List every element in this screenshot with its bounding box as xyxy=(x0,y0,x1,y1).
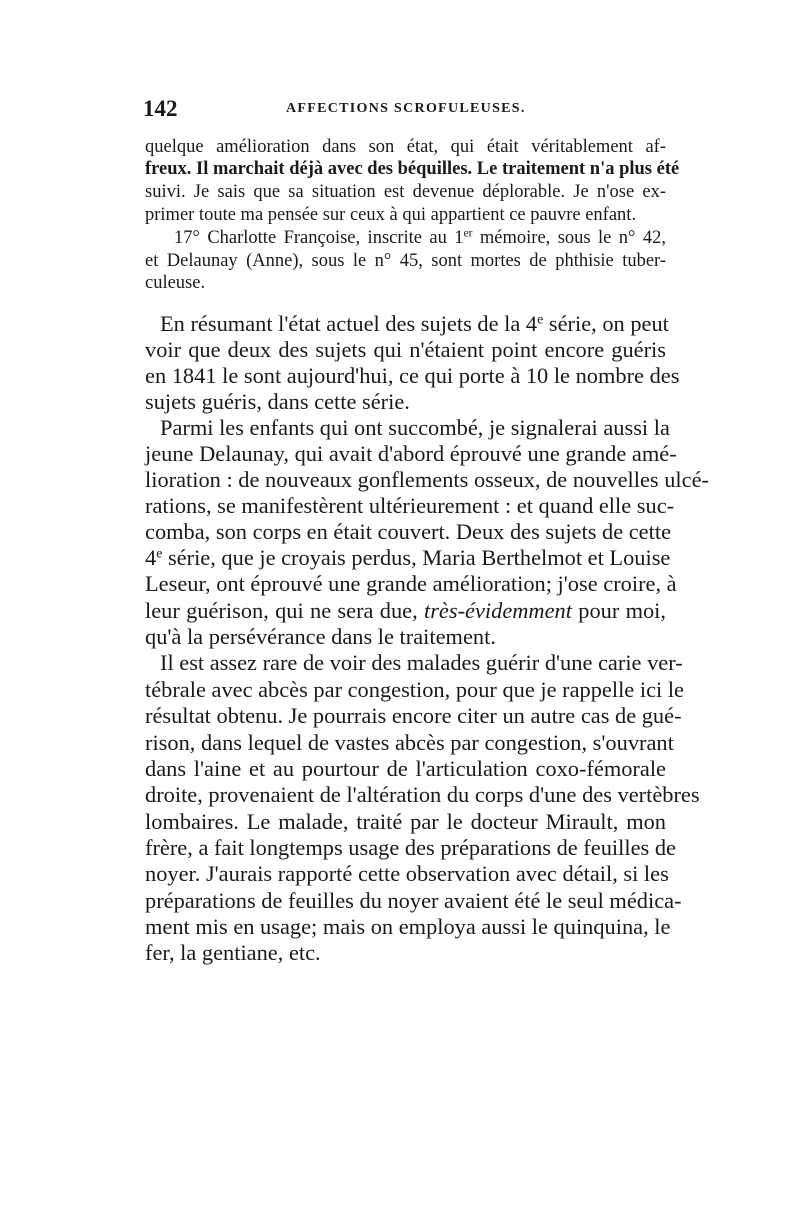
text-line: préparations de feuilles du noyer avaient été le seul médica- xyxy=(145,888,682,913)
text-line xyxy=(160,311,669,337)
text-line: rison, dans lequel de vastes abcès par congestion, s'ouvrant xyxy=(145,730,674,755)
text-line: droite, provenaient de l'altération du corps d'une des vertèbres xyxy=(145,782,700,807)
page-number: 142 xyxy=(143,96,178,121)
text-segment: mémoire, sous le n° 42, xyxy=(472,228,666,248)
text-segment: 17° Charlotte Françoise, inscrite au 1 xyxy=(174,228,464,248)
superscript: er xyxy=(463,227,473,240)
text-line xyxy=(145,598,666,624)
text-line: fer, la gentiane, etc. xyxy=(145,940,321,965)
superscript: e xyxy=(156,546,163,562)
text-line xyxy=(145,545,671,571)
text-segment: pour moi, xyxy=(571,598,667,623)
text-line: quelque amélioration dans son état, qui était véritablement af- xyxy=(145,137,666,157)
text-line: résultat obtenu. Je pourrais encore citer un autre cas de gué- xyxy=(145,703,682,728)
text-segment: série, on peut xyxy=(543,311,669,336)
text-line: frère, a fait longtemps usage des préparations de feuilles de xyxy=(145,835,676,860)
text-segment: série, que je croyais perdus, Maria Berthelmot et Louise xyxy=(162,545,671,570)
text-line: lioration : de nouveaux gonflements osseux, de nouvelles ulcé- xyxy=(145,467,709,492)
text-line: jeune Delaunay, qui avait d'abord éprouvé une grande amé- xyxy=(145,441,677,466)
text-line: voir que deux des sujets qui n'étaient point encore guéris xyxy=(145,337,666,362)
running-head: AFFECTIONS SCROFULEUSES. xyxy=(286,101,526,116)
text-line: Il est assez rare de voir des malades guérir d'une carie ver- xyxy=(160,650,683,675)
text-segment: En résumant l'état actuel des sujets de la 4 xyxy=(160,311,538,336)
text-line: lombaires. Le malade, traité par le docteur Mirault, mon xyxy=(145,809,666,834)
text-line: tébrale avec abcès par congestion, pour que je rappelle ici le xyxy=(145,677,684,702)
text-line: noyer. J'aurais rapporté cette observation avec détail, si les xyxy=(145,861,669,886)
text-line: qu'à la persévérance dans le traitement. xyxy=(145,624,496,649)
text-line: Leseur, ont éprouvé une grande amélioration; j'ose croire, à xyxy=(145,571,677,596)
text-line: culeuse. xyxy=(145,273,206,293)
emphasis: très-évidemment xyxy=(423,598,572,623)
text-line: primer toute ma pensée sur ceux à qui appartient ce pauvre enfant. xyxy=(145,205,637,225)
page-header xyxy=(143,96,663,122)
text-segment: leur guérison, qui ne sera due, xyxy=(145,598,424,623)
text-line: rations, se manifestèrent ultérieurement : et quand elle suc- xyxy=(145,493,675,518)
text-line: sujets guéris, dans cette série. xyxy=(145,389,410,414)
text-line: freux. Il marchait déjà avec des béquilles. Le traitement n'a plus été xyxy=(145,159,680,179)
text-line: et Delaunay (Anne), sous le n° 45, sont mortes de phthisie tuber- xyxy=(145,251,666,271)
text-line: comba, son corps en était couvert. Deux des sujets de cette xyxy=(145,519,672,544)
text-line: Parmi les enfants qui ont succombé, je signalerai aussi la xyxy=(160,415,670,440)
text-segment: 4 xyxy=(145,545,157,570)
text-line: ment mis en usage; mais on employa aussi le quinquina, le xyxy=(145,914,671,939)
superscript: e xyxy=(537,312,544,328)
text-line: en 1841 le sont aujourd'hui, ce qui porte à 10 le nombre des xyxy=(145,363,680,388)
text-line: suivi. Je sais que sa situation est devenue déplorable. Je n'ose ex- xyxy=(145,182,666,202)
text-line: dans l'aine et au pourtour de l'articulation coxo-fémorale xyxy=(145,756,666,781)
text-line xyxy=(174,228,666,249)
